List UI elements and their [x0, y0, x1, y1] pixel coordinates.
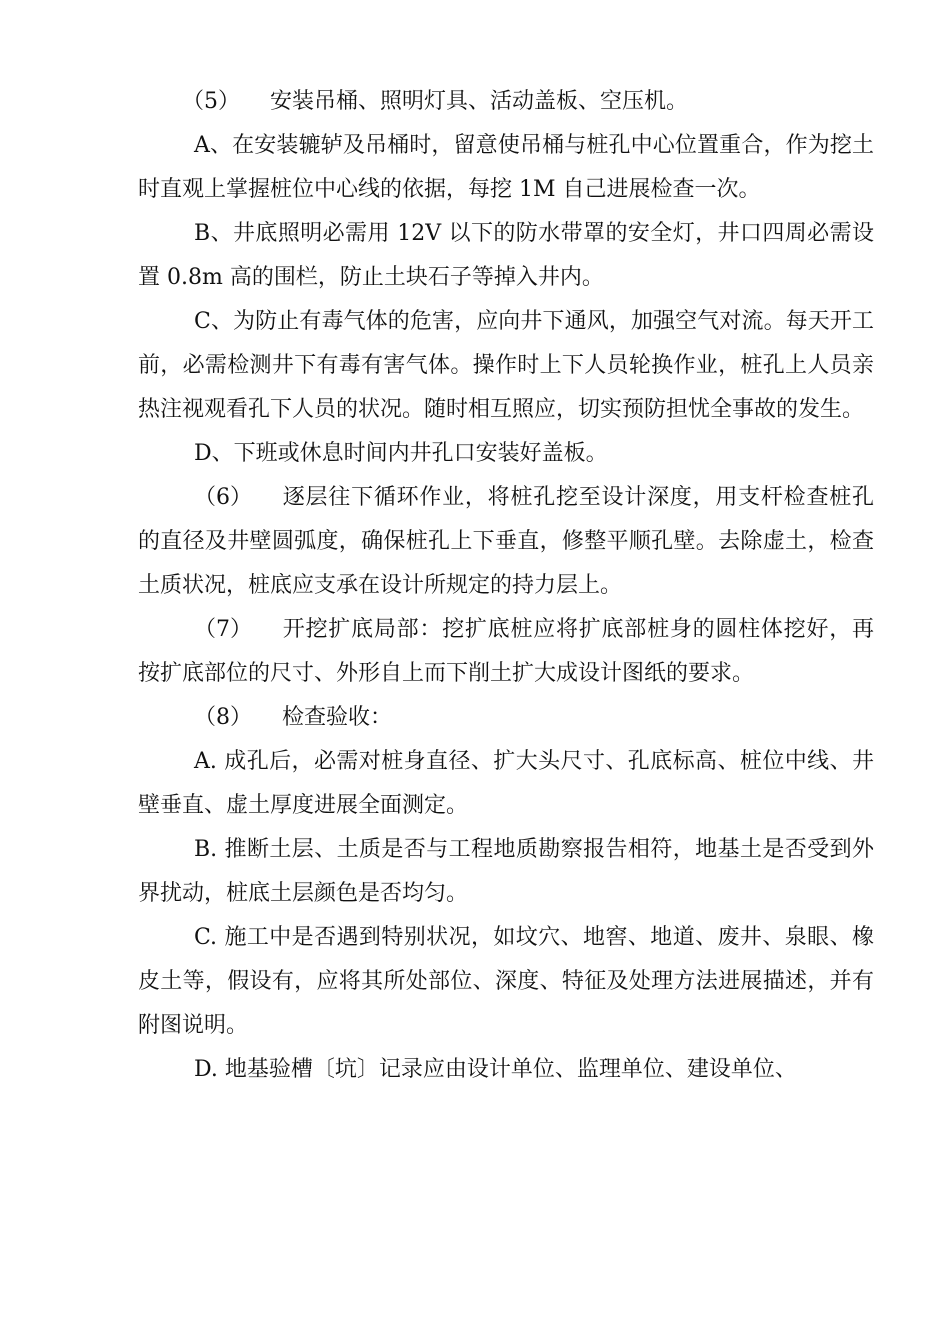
paragraph-text: 开挖扩底局部：挖扩底桩应将扩底部桩身的圆柱体挖好，再按扩底部位的尺寸、外形自上而下削土扩大成设计图纸的要求。: [138, 617, 874, 686]
paragraph-text: 安装吊桶、照明灯具、活动盖板、空压机。: [270, 89, 689, 114]
step-number: （6）: [194, 485, 252, 510]
paragraph-text: 逐层往下循环作业，将桩孔挖至设计深度，用支杆检查桩孔的直径及井壁圆弧度，确保桩孔上下垂直，修整平顺孔壁。去除虚土，检查土质状况，桩底应支承在设计所规定的持力层上。: [138, 485, 874, 598]
step-number: （7）: [194, 617, 252, 642]
document-body: [138, 80, 874, 1092]
paragraph-step-6: [138, 476, 874, 608]
paragraph-5a: A、在安装辘轳及吊桶时，留意使吊桶与桩孔中心位置重合，作为挖土时直观上掌握桩位中心线的依据，每挖 1M 自己进展检查一次。: [138, 133, 874, 202]
paragraph-8b: B. 推断土层、土质是否与工程地质勘察报告相符，地基土是否受到外界扰动，桩底土层颜色是否均匀。: [138, 837, 874, 906]
step-number: （8）: [194, 705, 252, 730]
paragraph-step-7: [138, 608, 874, 696]
step-number: （5）: [182, 89, 240, 114]
paragraph-8a: A. 成孔后，必需对桩身直径、扩大头尺寸、孔底标高、桩位中线、井壁垂直、虚土厚度进展全面测定。: [138, 749, 874, 818]
paragraph-step-5: [138, 80, 874, 124]
paragraph-8d: D. 地基验槽〔坑〕记录应由设计单位、监理单位、建设单位、: [194, 1057, 797, 1082]
paragraph-8c: C. 施工中是否遇到特别状况，如坟穴、地窖、地道、废井、泉眼、橡皮土等，假设有，应将其所处部位、深度、特征及处理方法进展描述，并有附图说明。: [138, 925, 874, 1038]
paragraph-text: 检查验收：: [282, 705, 393, 730]
paragraph-step-8: [138, 696, 874, 740]
paragraph-5c: C、为防止有毒气体的危害，应向井下通风，加强空气对流。每天开工前，必需检测井下有毒有害气体。操作时上下人员轮换作业，桩孔上人员亲热注视观看孔下人员的状况。随时相互照应，切实预防担忧全事故的发生。: [138, 309, 874, 422]
paragraph-5d: D、下班或休息时间内井孔口安装好盖板。: [194, 441, 608, 466]
paragraph-5b: B、井底照明必需用 12V 以下的防水带罩的安全灯，井口四周必需设置 0.8m 高的围栏，防止土块石子等掉入井内。: [138, 221, 874, 290]
